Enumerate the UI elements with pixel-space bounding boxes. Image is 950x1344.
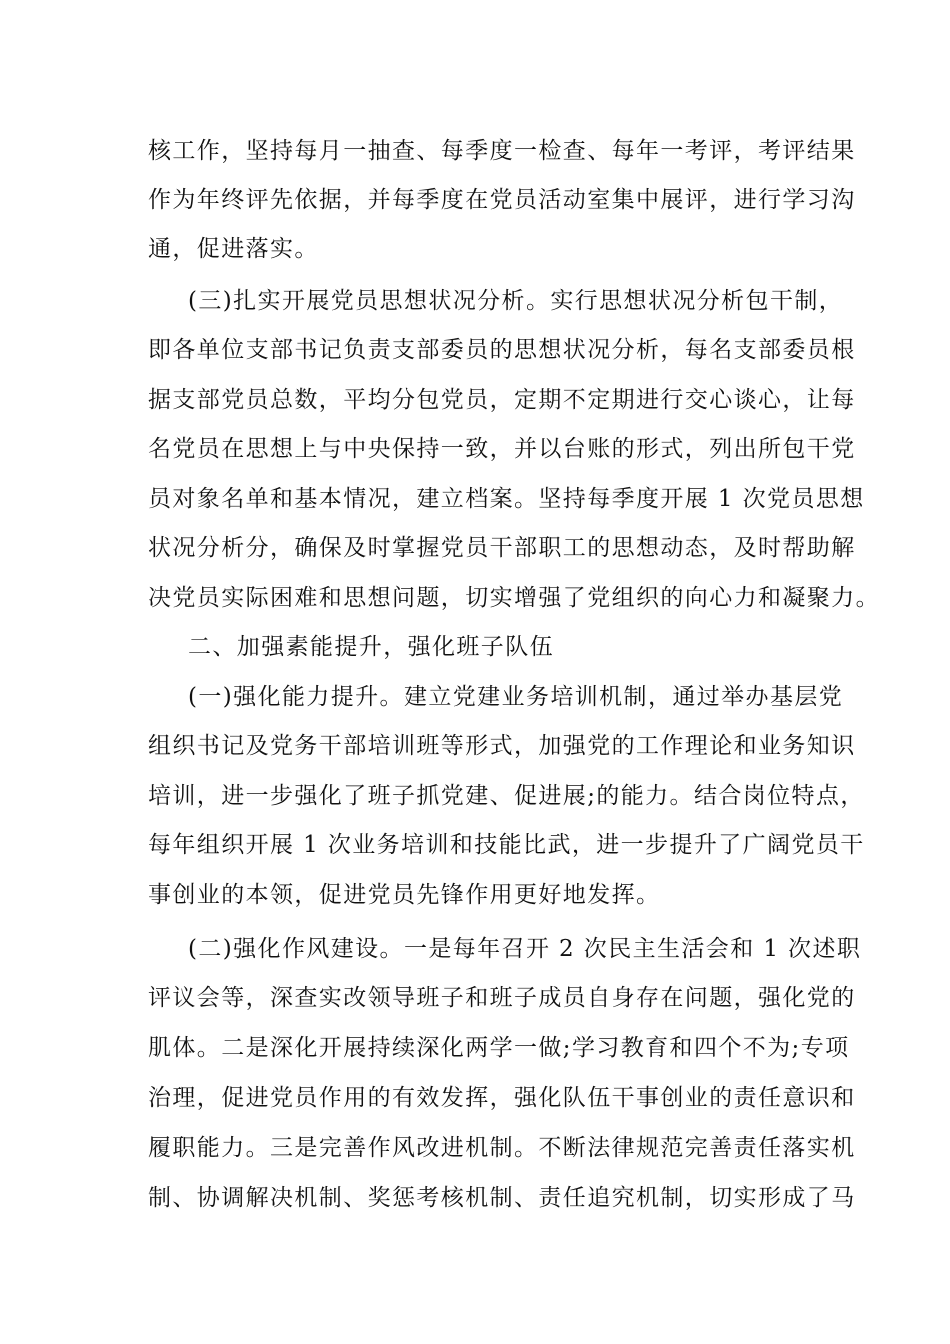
text-line: 事创业的本领，促进党员先锋作用更好地发挥。	[148, 882, 661, 908]
text-line: 决党员实际困难和思想问题，切实增强了党组织的向心力和凝聚力。	[148, 585, 880, 611]
text-line: 名党员在思想上与中央保持一致，并以台账的形式，列出所包干党	[148, 436, 856, 462]
text-line: 通，促进落实。	[148, 236, 319, 262]
text-line: 每年组织开展 1 次业务培训和技能比武，进一步提升了广阔党员干	[148, 832, 865, 858]
text-line: 履职能力。三是完善作风改进机制。不断法律规范完善责任落实机	[148, 1135, 856, 1161]
text-line: 据支部党员总数，平均分包党员，定期不定期进行交心谈心，让每	[148, 387, 856, 413]
section-heading: (二)强化作风建设。一是每年召开 2 次民主生活会和 1 次述职	[188, 936, 862, 962]
text-line: 制、协调解决机制、奖惩考核机制、责任追究机制，切实形成了马	[148, 1185, 856, 1211]
chapter-heading: 二、加强素能提升，强化班子队伍	[188, 634, 554, 660]
text-line: 治理，促进党员作用的有效发挥，强化队伍干事创业的责任意识和	[148, 1085, 856, 1111]
text-line: 状况分析分，确保及时掌握党员干部职工的思想动态，及时帮助解	[148, 535, 856, 561]
section-heading: (三)扎实开展党员思想状况分析。实行思想状况分析包干制，	[188, 288, 844, 314]
text-line: 员对象名单和基本情况，建立档案。坚持每季度开展 1 次党员思想	[148, 486, 865, 512]
text-line: 肌体。二是深化开展持续深化两学一做;学习教育和四个不为;专项	[148, 1035, 850, 1061]
text-line: 组织书记及党务干部培训班等形式，加强党的工作理论和业务知识	[148, 733, 856, 759]
text-line: 作为年终评先依据，并每季度在党员活动室集中展评，进行学习沟	[148, 187, 856, 213]
text-line: 即各单位支部书记负责支部委员的思想状况分析，每名支部委员根	[148, 337, 856, 363]
text-line: 评议会等，深查实改领导班子和班子成员自身存在问题，强化党的	[148, 985, 856, 1011]
section-heading: (一)强化能力提升。建立党建业务培训机制，通过举办基层党	[188, 684, 844, 710]
text-line: 培训，进一步强化了班子抓党建、促进展;的能力。结合岗位特点，	[148, 783, 865, 809]
text-line: 核工作，坚持每月一抽查、每季度一检查、每年一考评，考评结果	[148, 138, 856, 164]
